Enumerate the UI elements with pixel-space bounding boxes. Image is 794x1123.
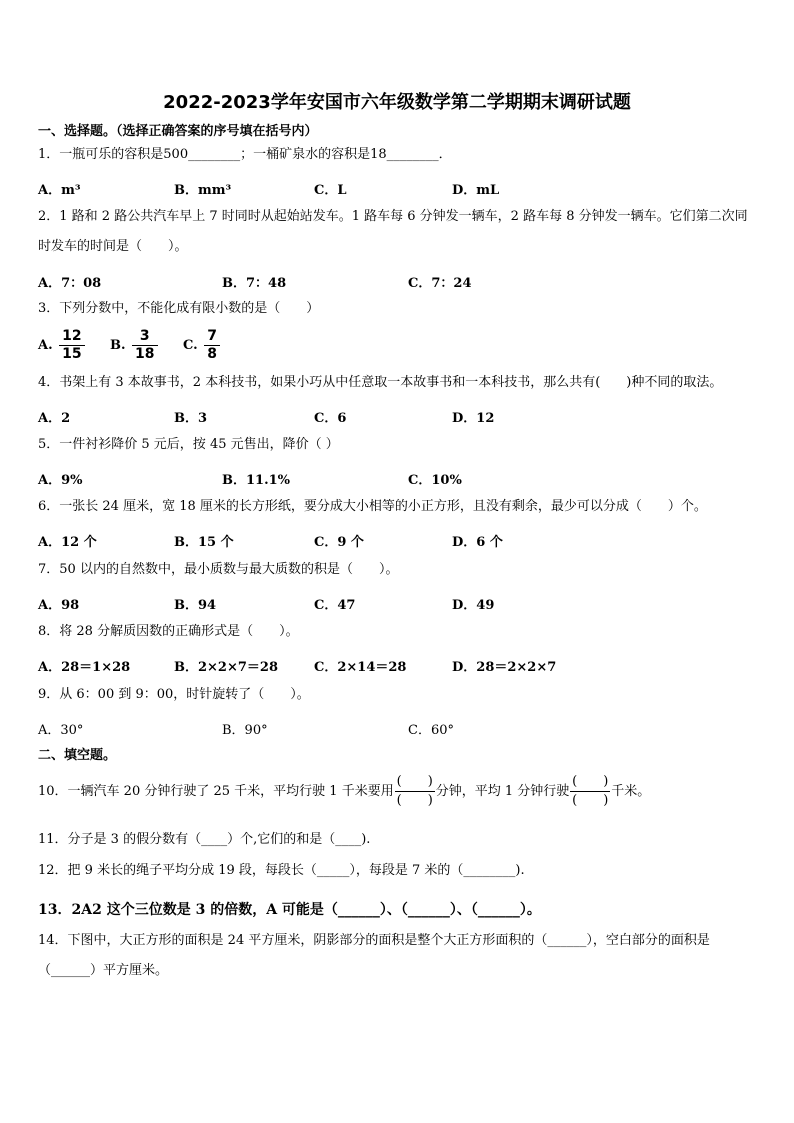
q7-option-a[interactable]: A．98	[38, 598, 80, 613]
q6-option-a[interactable]: A．12 个	[38, 535, 97, 550]
q6-option-d[interactable]: D．6 个	[452, 535, 503, 550]
q7-option-b[interactable]: B．94	[174, 598, 217, 613]
q4-option-b[interactable]: B．3	[174, 411, 208, 426]
q3-option-b-label: B.	[110, 338, 126, 353]
q8-option-d[interactable]: D．28＝2×2×7	[452, 660, 557, 675]
q9-option-b[interactable]: B．90°	[222, 723, 268, 738]
question-11: 11．分子是 3 的假分数有（____）个,它们的和是（____).	[38, 832, 371, 847]
q7-option-c[interactable]: C．47	[314, 598, 356, 613]
section-choice-heading: 一、选择题。（选择正确答案的序号填在括号内）	[38, 124, 318, 139]
q10-text-part1: 10．一辆汽车 20 分钟行驶了 25 千米，平均行驶 1 千米要用	[38, 784, 394, 799]
q4-option-c[interactable]: C．6	[314, 411, 347, 426]
question-5: 5．一件衬衫降价 5 元后，按 45 元售出，降价（ ）	[38, 437, 339, 452]
question-14: 14．下图中，大正方形的面积是 24 平方厘米，阴影部分的面积是整个大正方形面积的（______），空白部分的面积是（______）平方厘米。	[38, 933, 710, 978]
q10-blank2-denominator: ( )	[572, 793, 609, 808]
q8-option-a[interactable]: A．28＝1×28	[38, 660, 131, 675]
page-title: 2022-2023学年安国市六年级数学第二学期期末调研试题	[163, 92, 631, 113]
question-1: 1．一瓶可乐的容积是500________；一桶矿泉水的容积是18________．	[38, 147, 452, 162]
q3-option-a[interactable]	[38, 328, 87, 363]
section-fill-heading: 二、填空题。	[38, 748, 117, 763]
q5-option-c[interactable]: C．10%	[408, 473, 462, 488]
q3-b-numerator: 3	[132, 328, 157, 346]
q10-blank1-numerator: ( )	[395, 773, 435, 792]
q5-option-b[interactable]: B．11.1%	[222, 473, 291, 488]
question-4: 4．书架上有 3 本故事书，2 本科技书，如果小巧从中任意取一本故事书和一本科技书，那么共有( )种不同的取法。	[38, 375, 723, 390]
question-2: 2．1 路和 2 路公共汽车早上 7 时同时从起始站发车。1 路车每 6 分钟发一辆车，2 路车每 8 分钟发一辆车。它们第二次同时发车的时间是（ ）。	[38, 209, 748, 254]
q10-text-part3: 千米。	[611, 784, 651, 799]
question-9: 9．从 6：00 到 9：00，时针旋转了（ ）。	[38, 687, 310, 702]
q1-option-a[interactable]: A．m³	[38, 183, 81, 198]
q3-a-numerator: 12	[59, 328, 84, 346]
q1-option-b[interactable]: B．mm³	[174, 183, 232, 198]
q3-option-a-label: A.	[38, 338, 53, 353]
q3-a-denominator: 15	[62, 346, 82, 362]
q2-option-a[interactable]: A．7：08	[38, 276, 102, 291]
q10-text-part2: 分钟，平均 1 分钟行驶	[435, 784, 570, 799]
q3-b-denominator: 18	[135, 346, 155, 362]
q10-blank-fraction-2[interactable]	[570, 773, 610, 810]
question-8: 8．将 28 分解质因数的正确形式是（ ）。	[38, 624, 299, 639]
question-10	[38, 770, 758, 814]
q10-blank2-numerator: ( )	[570, 773, 610, 792]
question-7: 7．50 以内的自然数中，最小质数与最大质数的积是（ ）。	[38, 562, 399, 577]
q10-blank-fraction-1[interactable]	[395, 773, 435, 810]
q2-option-c[interactable]: C．7：24	[408, 276, 472, 291]
q2-option-b[interactable]: B．7：48	[222, 276, 287, 291]
q3-c-denominator: 8	[207, 346, 217, 362]
question-13: 13．2A2 这个三位数是 3 的倍数，A 可能是（______）、（______）、（______）。	[38, 902, 541, 918]
question-12: 12．把 9 米长的绳子平均分成 19 段，每段长（_____），每段是 7 米的（________).	[38, 863, 525, 878]
q3-option-b[interactable]	[110, 328, 160, 363]
q3-c-numerator: 7	[204, 328, 220, 346]
q4-option-a[interactable]: A．2	[38, 411, 71, 426]
q9-option-a[interactable]: A．30°	[38, 723, 84, 738]
q7-option-d[interactable]: D．49	[452, 598, 495, 613]
question-6: 6．一张长 24 厘米，宽 18 厘米的长方形纸，要分成大小相等的小正方形，且没有剩余，最少可以分成（ ）个。	[38, 499, 707, 514]
q3-option-c-label: C.	[183, 338, 198, 353]
q8-option-c[interactable]: C．2×14＝28	[314, 660, 407, 675]
q9-option-c[interactable]: C．60°	[408, 723, 454, 738]
q6-option-b[interactable]: B．15 个	[174, 535, 234, 550]
q10-blank1-denominator: ( )	[396, 793, 433, 808]
q5-option-a[interactable]: A．9%	[38, 473, 83, 488]
question-3: 3．下列分数中，不能化成有限小数的是（ ）	[38, 301, 320, 316]
q8-option-b[interactable]: B．2×2×7＝28	[174, 660, 279, 675]
q1-option-d[interactable]: D．mL	[452, 183, 500, 198]
q6-option-c[interactable]: C．9 个	[314, 535, 364, 550]
q3-option-c[interactable]	[183, 328, 222, 363]
q4-option-d[interactable]: D．12	[452, 411, 495, 426]
q1-option-c[interactable]: C．L	[314, 183, 347, 198]
question-3-options	[38, 328, 338, 368]
